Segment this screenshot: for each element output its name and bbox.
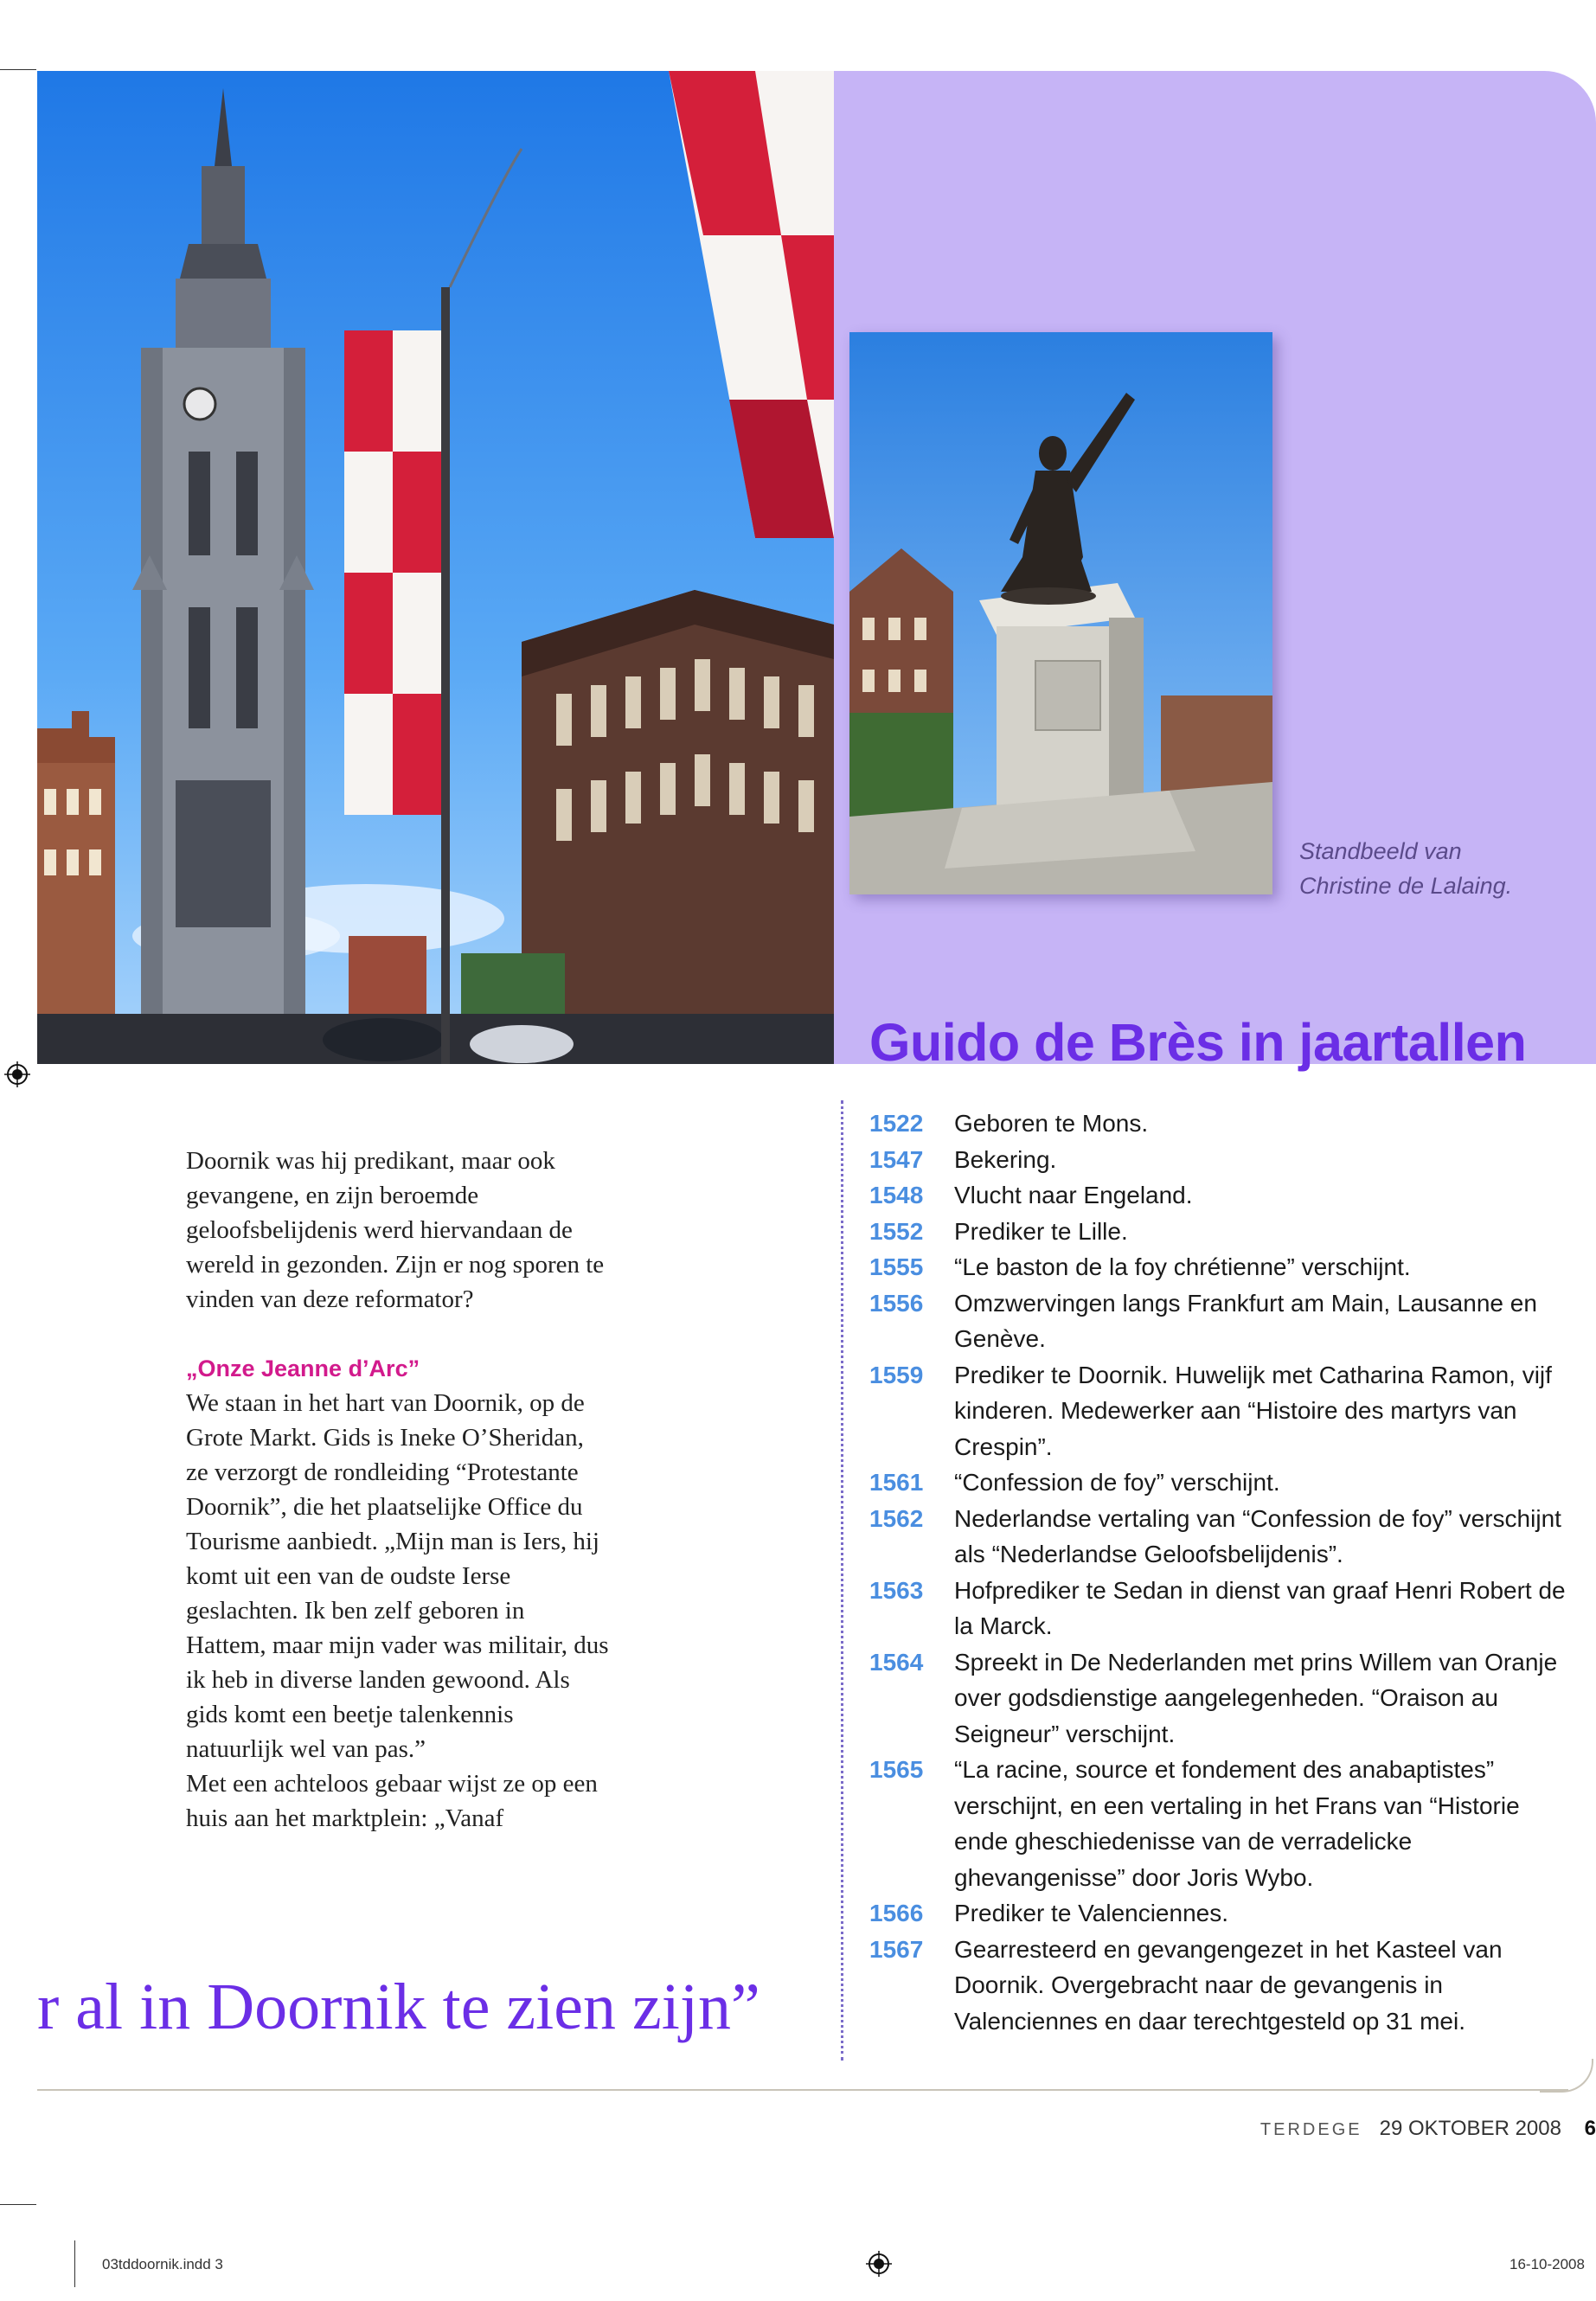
statue-photo <box>849 332 1272 894</box>
bottom-rule <box>37 2089 1568 2091</box>
timeline-event: Geboren te Mons. <box>954 1110 1149 1137</box>
timeline-entry <box>869 1752 1579 1895</box>
timeline-entry <box>869 1932 1579 2040</box>
timeline-entry <box>869 1644 1579 1753</box>
timeline-entry <box>869 1142 1579 1178</box>
timeline-event: Nederlandse vertaling van “Confession de foy” verschijnt als “Nederlandse Geloofsbelijdenis”. <box>954 1504 1561 1567</box>
timeline-year: 1565 <box>869 1756 924 1783</box>
timeline-event: Omzwervingen langs Frankfurt am Main, Lausanne en Genève. <box>954 1289 1537 1352</box>
article-subhead: „Onze Jeanne d’Arc” <box>186 1356 420 1381</box>
timeline-entry <box>869 1177 1579 1214</box>
pull-quote: r al in Doornik te zien zijn” <box>37 1971 760 2043</box>
article-paragraph-3: Met een achteloos gebaar wijst ze op een huis aan het marktplein: „Vanaf <box>186 1770 598 1832</box>
timeline-event: Spreekt in De Nederlanden met prins Willem van Oranje over godsdienstige aangelegenheden. “Oraison au Seigneur” verschijnt. <box>954 1648 1558 1747</box>
timeline-entry <box>869 1501 1579 1573</box>
timeline-year: 1522 <box>869 1110 924 1137</box>
timeline-entry <box>869 1465 1579 1501</box>
timeline-event: Hofprediker te Sedan in dienst van graaf Henri Robert de la Marck. <box>954 1576 1566 1639</box>
timeline-year: 1548 <box>869 1182 924 1208</box>
belfry-photo <box>37 71 834 1064</box>
timeline-year: 1547 <box>869 1145 924 1173</box>
caption-line-1: Standbeeld van <box>1299 838 1462 864</box>
timeline-title: Guido de Brès in jaartallen <box>869 1013 1527 1072</box>
timeline-year: 1561 <box>869 1469 924 1496</box>
slug-date: 16-10-2008 <box>1509 2256 1585 2272</box>
timeline-event: “Le baston de la foy chrétienne” verschijnt. <box>954 1253 1411 1280</box>
issue-date: 29 OKTOBER 2008 <box>1379 2117 1561 2140</box>
timeline-entry <box>869 1285 1579 1357</box>
timeline-event: Prediker te Valenciennes. <box>954 1900 1228 1926</box>
timeline-entry <box>869 1357 1579 1465</box>
bottom-corner-curve <box>1540 2059 1593 2093</box>
timeline-entry <box>869 1249 1579 1285</box>
timeline-entry <box>869 1895 1579 1932</box>
timeline-event: Prediker te Lille. <box>954 1217 1128 1245</box>
timeline-event: “Confession de foy” verschijnt. <box>954 1469 1280 1496</box>
crop-mark <box>0 2204 36 2205</box>
timeline-year: 1556 <box>869 1289 924 1317</box>
timeline-event: Bekering. <box>954 1145 1057 1173</box>
registration-mark-icon <box>4 1061 30 1087</box>
timeline-year: 1567 <box>869 1935 924 1963</box>
timeline-year: 1563 <box>869 1576 924 1604</box>
timeline-year: 1566 <box>869 1900 924 1926</box>
timeline-list <box>869 1106 1579 2039</box>
timeline-year: 1559 <box>869 1361 924 1388</box>
timeline-year: 1564 <box>869 1648 924 1676</box>
article-paragraph-1: Doornik was hij predikant, maar ook gevangene, en zijn beroemde geloofsbelijdenis werd hiervandaan de wereld in gezonden. Zijn er nog sporen te vinden van deze reformator? <box>186 1147 605 1313</box>
crop-mark <box>0 69 36 70</box>
magazine-name: TERDEGE <box>1259 2120 1362 2139</box>
column-divider <box>841 1100 843 2061</box>
timeline-entry <box>869 1573 1579 1644</box>
article-paragraph-2: We staan in het hart van Doornik, op de Grote Markt. Gids is Ineke O’Sheridan, ze verzorgt de rondleiding “Protestante Doornik”, die het plaatselijke Office du Tourisme aanbiedt. „Mijn man is Iers, hij komt uit een van de oudste Ierse geslachten. Ik ben zelf geboren in Hattem, maar mijn vader was militair, dus ik heb in diverse landen gewoond. Als gids komt een beetje talenkennis natuurlijk wel van pas.” <box>186 1389 609 1763</box>
timeline-event: Prediker te Doornik. Huwelijk met Catharina Ramon, vijf kinderen. Medewerker aan “Histoire des martyrs van Crespin”. <box>954 1361 1552 1460</box>
page-footer <box>1211 2117 1596 2141</box>
timeline-year: 1562 <box>869 1504 924 1532</box>
timeline-entry <box>869 1214 1579 1250</box>
timeline-event: “La racine, source et fondement des anabaptistes” verschijnt, en een vertaling in het Frans van “Historie ende gheschiedenisse van de verradelicke ghevangenisse” door Joris Wybo. <box>954 1756 1520 1891</box>
timeline-year: 1555 <box>869 1253 924 1280</box>
registration-mark-icon <box>866 2251 892 2277</box>
crop-mark <box>74 2240 75 2287</box>
slug-filename: 03tddoornik.indd 3 <box>102 2256 223 2272</box>
caption-line-2: Christine de Lalaing. <box>1299 873 1513 899</box>
article-body <box>186 1144 610 1836</box>
timeline-year: 1552 <box>869 1217 924 1245</box>
photo-caption <box>1299 834 1512 903</box>
timeline-event: Gearresteerd en gevangengezet in het Kasteel van Doornik. Overgebracht naar de gevangenis in Valenciennes en daar terechtgesteld op 31 mei. <box>954 1935 1503 2035</box>
page-number: 6 <box>1584 2117 1596 2140</box>
timeline-event: Vlucht naar Engeland. <box>954 1182 1193 1208</box>
timeline-entry <box>869 1106 1579 1142</box>
